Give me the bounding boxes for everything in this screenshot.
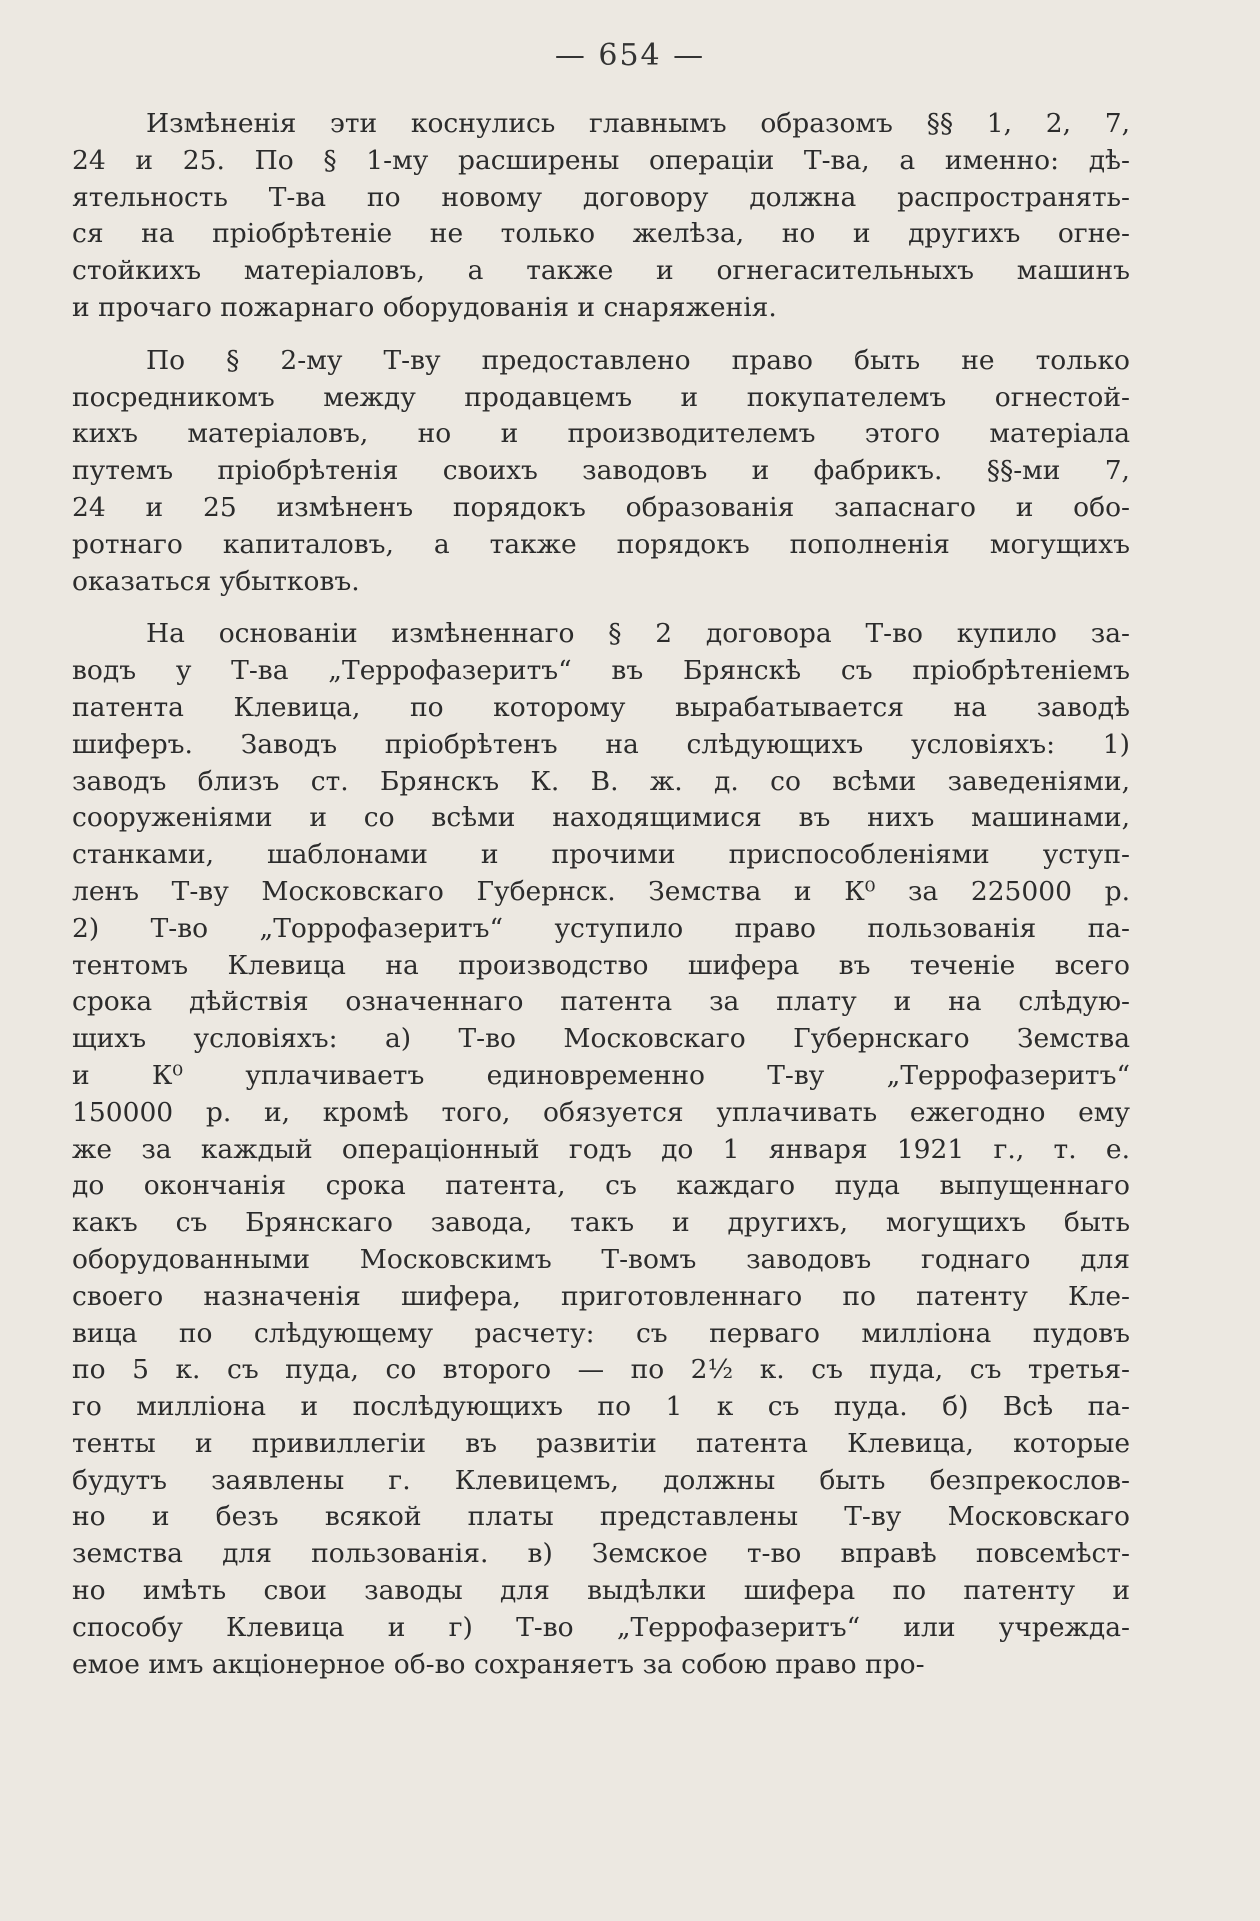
paragraph-2 <box>72 343 1130 601</box>
text-line: ятельность Т-ва по новому договору должна распространять- <box>72 181 1130 213</box>
text-line: же за каждый операціонный годъ до 1 января 1921 г., т. е. <box>72 1133 1130 1165</box>
text-line: 2) Т-во „Торрофазеритъ“ уступило право пользованія па- <box>72 912 1130 944</box>
body-text <box>72 106 1130 1683</box>
text-line: ротнаго капиталовъ, а также порядокъ пополненія могущихъ <box>72 528 1130 560</box>
text-line: срока дѣйствія означеннаго патента за плату и на слѣдую- <box>72 986 1130 1018</box>
text-line: ся на пріобрѣтеніе не только желѣза, но и другихъ огне- <box>72 218 1130 250</box>
text-line: земства для пользованія. в) Земское т-во вправѣ повсемѣст- <box>72 1538 1130 1570</box>
text-line: своего назначенія шифера, приготовленнаго по патенту Кле- <box>72 1280 1130 1312</box>
text-line: и прочаго пожарнаго оборудованія и снаряженія. <box>72 291 777 323</box>
text-line: заводъ близъ ст. Брянскъ К. В. ж. д. со всѣми заведеніями, <box>72 765 1130 797</box>
text-line: шиферъ. Заводъ пріобрѣтенъ на слѣдующихъ условіяхъ: 1) <box>72 728 1130 760</box>
text-line: станками, шаблонами и прочими приспособленіями уступ- <box>72 839 1130 871</box>
text-line: патента Клевица, по которому вырабатывается на заводѣ <box>72 691 1130 723</box>
text-line: кихъ матеріаловъ, но и производителемъ этого матеріала <box>72 418 1130 450</box>
text-line: какъ съ Брянскаго завода, такъ и другихъ, могущихъ быть <box>72 1207 1130 1239</box>
text-line: вица по слѣдующему расчету: съ перваго милліона пудовъ <box>72 1317 1130 1349</box>
text-line: путемъ пріобрѣтенія своихъ заводовъ и фабрикъ. §§-ми 7, <box>72 455 1130 487</box>
page-number: — 654 — <box>554 38 706 73</box>
text-line: оборудованными Московскимъ Т-вомъ заводовъ годнаго для <box>72 1243 1130 1275</box>
text-line: На основаніи измѣненнаго § 2 договора Т-во купило за- <box>146 618 1130 650</box>
text-line: сооруженіями и со всѣми находящимися въ нихъ машинами, <box>72 802 1130 834</box>
text-line: и К⁰ уплачиваетъ единовременно Т-ву „Террофазеритъ“ <box>72 1059 1130 1091</box>
text-line: 150000 р. и, кромѣ того, обязуется уплачивать ежегодно ему <box>72 1096 1130 1128</box>
text-line: тентомъ Клевица на производство шифера въ теченіе всего <box>72 949 1130 981</box>
text-line: посредникомъ между продавцемъ и покупателемъ огнестой- <box>72 381 1130 413</box>
text-line: щихъ условіяхъ: а) Т-во Московскаго Губернскаго Земства <box>72 1023 1130 1055</box>
text-line: но имѣть свои заводы для выдѣлки шифера по патенту и <box>72 1575 1130 1607</box>
text-line: 24 и 25 измѣненъ порядокъ образованія запаснаго и обо- <box>72 491 1130 523</box>
text-line: По § 2-му Т-ву предоставлено право быть не только <box>146 344 1130 376</box>
text-line: по 5 к. съ пуда, со второго — по 2½ к. съ пуда, съ третья- <box>72 1354 1130 1386</box>
text-line: оказаться убытковъ. <box>72 565 360 597</box>
text-line: тенты и привиллегіи въ развитіи патента Клевица, которые <box>72 1427 1130 1459</box>
text-line: способу Клевица и г) Т-во „Террофазеритъ“ или учрежда- <box>72 1611 1130 1643</box>
text-line: водъ у Т-ва „Террофазеритъ“ въ Брянскѣ съ пріобрѣтеніемъ <box>72 655 1130 687</box>
text-line: до окончанія срока патента, съ каждаго пуда выпущеннаго <box>72 1170 1130 1202</box>
text-line: ленъ Т-ву Московскаго Губернск. Земства и К⁰ за 225000 р. <box>72 875 1130 907</box>
paragraph-3 <box>72 616 1130 1683</box>
text-line: стойкихъ матеріаловъ, а также и огнегасительныхъ машинъ <box>72 255 1130 287</box>
text-line: но и безъ всякой платы представлены Т-ву Московскаго <box>72 1501 1130 1533</box>
text-line: Измѣненія эти коснулись главнымъ образомъ §§ 1, 2, 7, <box>146 108 1130 139</box>
text-line: емое имъ акціонерное об-во сохраняетъ за собою право про- <box>72 1648 925 1680</box>
paragraph-1 <box>72 106 1130 327</box>
text-line: 24 и 25. По § 1-му расширены операціи Т-ва, а именно: дѣ- <box>72 144 1130 176</box>
text-line: го милліона и послѣдующихъ по 1 к съ пуда. б) Всѣ па- <box>72 1391 1130 1423</box>
text-line: будутъ заявлены г. Клевицемъ, должны быть безпрекослов- <box>72 1464 1130 1496</box>
